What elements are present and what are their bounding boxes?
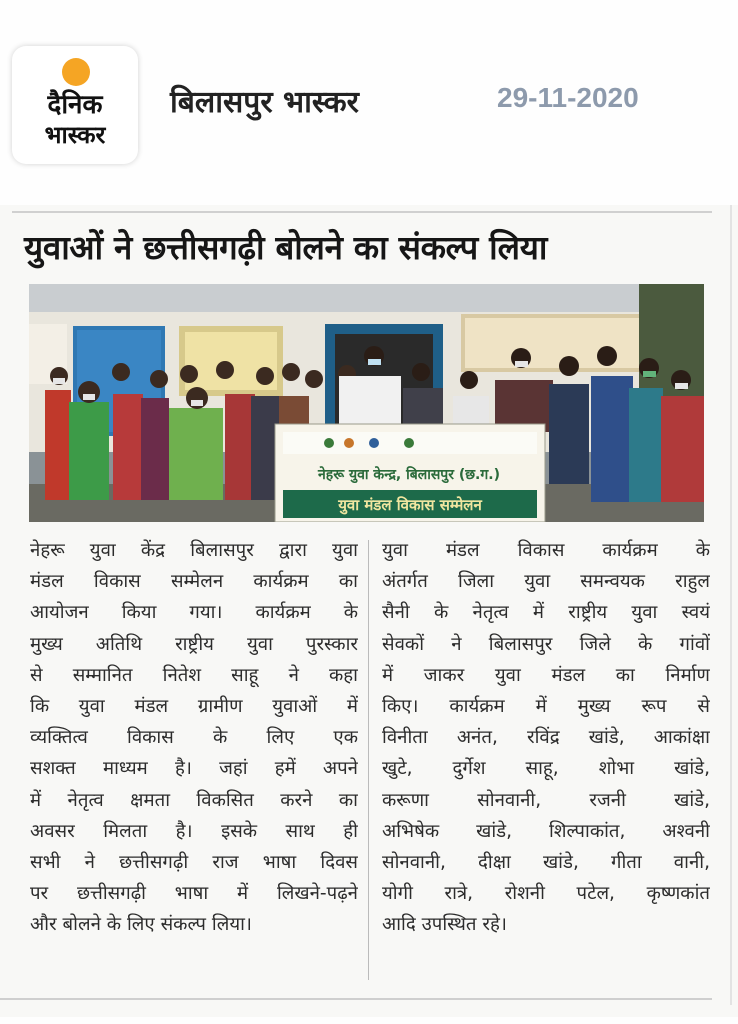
article-line: में नेतृत्व क्षमता विकसित करने का	[30, 789, 358, 811]
sun-icon	[62, 58, 90, 86]
top-rule	[12, 211, 712, 213]
article-headline: युवाओं ने छत्तीसगढ़ी बोलने का संकल्प लिया	[24, 228, 548, 267]
article-line: पर छत्तीसगढ़ी भाषा में लिखने-पढ़ने	[30, 883, 358, 905]
publication-name: बिलासपुर भास्कर	[170, 85, 359, 120]
article-line: सोनवानी, दीक्षा खांडे, गीता वानी,	[382, 852, 710, 874]
article-column-1	[30, 535, 358, 941]
article-line: कि युवा मंडल ग्रामीण युवाओं में	[30, 696, 358, 718]
article-line: खुटे, दुर्गेश साहू, शोभा खांडे,	[382, 758, 710, 780]
logo-line-2: भास्कर	[44, 121, 106, 149]
article-line: आदि उपस्थित रहे।	[382, 914, 507, 936]
right-edge	[730, 205, 732, 1005]
logo-line-1: दैनिक	[47, 90, 103, 120]
article-line: मंडल विकास सम्मेलन कार्यक्रम का	[30, 571, 358, 593]
article-column-2	[382, 535, 710, 941]
article-line: सभी ने छत्तीसगढ़ी राज भाषा दिवस	[30, 852, 358, 874]
article-line: अंतर्गत जिला युवा समन्वयक राहुल	[382, 571, 710, 593]
bottom-rule	[0, 998, 712, 1000]
article-line: से सम्मानित नितेश साहू ने कहा	[30, 664, 358, 686]
article-line: अवसर मिलता है। इसके साथ ही	[30, 820, 358, 842]
column-divider	[368, 540, 369, 980]
article-line: मुख्य अतिथि राष्ट्रीय युवा पुरस्कार	[30, 633, 358, 655]
publication-date: 29-11-2020	[497, 82, 639, 113]
article-line: आयोजन किया गया। कार्यक्रम के	[30, 602, 358, 624]
article-line: सशक्त माध्यम है। जहां हमें अपने	[30, 758, 358, 780]
article-line: विनीता अनंत, रविंद्र खांडे, आकांक्षा	[382, 727, 710, 749]
article-line: योगी रात्रे, रोशनी पटेल, कृष्णकांत	[382, 883, 710, 905]
article-line: अभिषेक खांडे, शिल्पाकांत, अश्वनी	[382, 820, 710, 842]
article-line: करूणा सोनवानी, रजनी खांडे,	[382, 789, 710, 811]
dainik-bhaskar-logo	[12, 46, 138, 164]
article-line: किए। कार्यक्रम में मुख्य रूप से	[382, 696, 710, 718]
article-line: सेवकों ने बिलासपुर जिले के गांवों	[382, 633, 710, 655]
article-photo	[29, 284, 704, 522]
article-line: में जाकर युवा मंडल का निर्माण	[382, 664, 710, 686]
article-line: और बोलने के लिए संकल्प लिया।	[30, 914, 252, 936]
banner-line-1: नेहरू युवा केन्द्र, बिलासपुर (छ.ग.)	[318, 467, 500, 483]
article-line: सैनी के नेतृत्व में राष्ट्रीय युवा स्वयं	[382, 602, 710, 624]
article-line: व्यक्तित्व विकास के लिए एक	[30, 727, 358, 749]
banner-line-2: युवा मंडल विकास सम्मेलन	[338, 496, 482, 514]
article-line: युवा मंडल विकास कार्यक्रम के	[382, 540, 710, 561]
article-line: नेहरू युवा केंद्र बिलासपुर द्वारा युवा	[30, 540, 358, 561]
